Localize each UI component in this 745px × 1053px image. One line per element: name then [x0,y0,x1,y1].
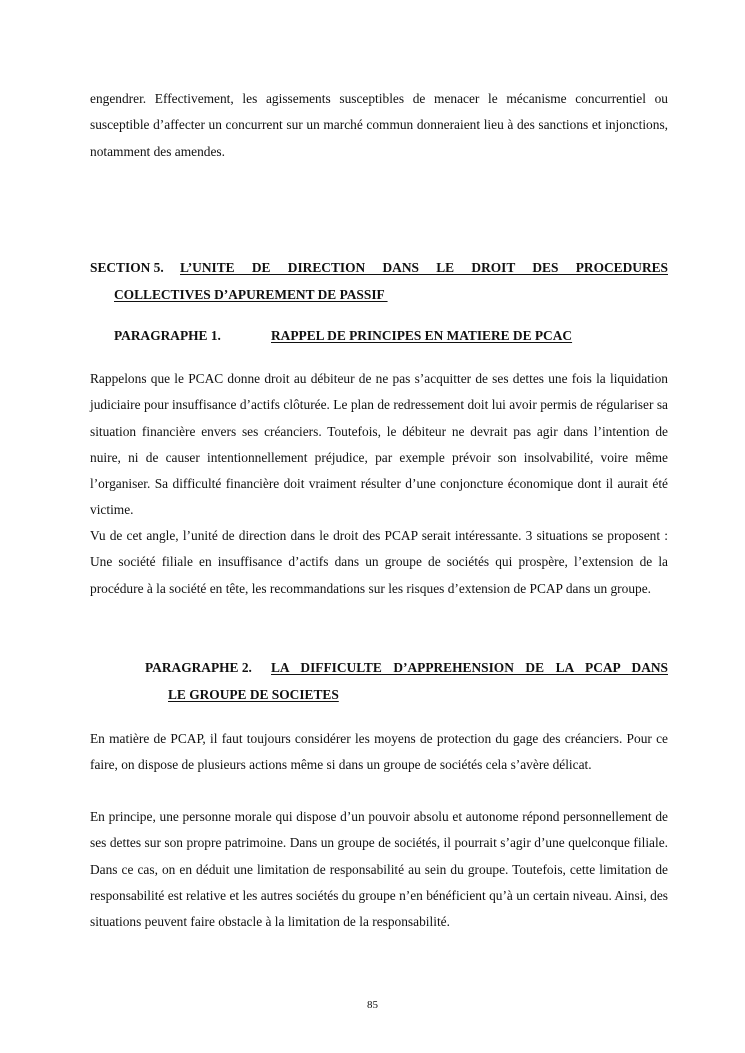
paragraphe-2-body-1: En matière de PCAP, il faut toujours considérer les moyens de protection du gage des créanciers. Pour ce faire, on dispose de plusieurs actions même si dans un groupe de sociétés cela s’avère délicat. [90,731,668,773]
paragraphe-1-body-2: Vu de cet angle, l’unité de direction dans le droit des PCAP serait intéressante. 3 situations se proposent : Une société filiale en insuffisance d’actifs dans un groupe de sociétés qui prospère, l’extension de la procédure à la société en tête, les recommandations sur les risques d’extension de PCAP dans un groupe. [90,528,668,596]
section-5-title-line2: COLLECTIVES D’APUREMENT DE PASSIF [114,287,388,302]
paragraphe-2-title-line1: LA DIFFICULTE D’APPREHENSION DE LA PCAP DANS [271,660,668,675]
section-5-number: SECTION 5. [90,260,164,275]
intro-paragraph: engendrer. Effectivement, les agissements susceptibles de menacer le mécanisme concurrentiel ou susceptible d’affecter un concurrent sur un marché commun donneraient lieu à des sanctions et injonctions, notamment des amendes. [90,91,668,159]
paragraphe-2-title-line2: LE GROUPE DE SOCIETES [168,687,339,702]
paragraphe-2-number: PARAGRAPHE 2. [145,660,252,675]
section-5-title-line1: L’UNITE DE DIRECTION DANS LE DROIT DES PROCEDURES [180,260,668,275]
paragraphe-1-body-1: Rappelons que le PCAC donne droit au débiteur de ne pas s’acquitter de ses dettes une fois la liquidation judiciaire pour insuffisance d’actifs clôturée. Le plan de redressement doit lui avoir permis de régulariser sa situation financière envers ses créanciers. Toutefois, le débiteur ne devrait pas agir dans l’intention de nuire, ni de causer intentionnellement préjudice, par exemple prévoir son insolvabilité, voire même l’organiser. Sa difficulté financière doit vraiment résulter d’une conjoncture économique dont il aurait été victime. [90,371,668,518]
paragraphe-1-number: PARAGRAPHE 1. [114,328,221,343]
section-5-heading [90,260,164,276]
page-number: 85 [367,999,378,1011]
paragraphe-1-title: RAPPEL DE PRINCIPES EN MATIERE DE PCAC [271,328,573,343]
paragraphe-2-body-2: En principe, une personne morale qui dispose d’un pouvoir absolu et autonome répond personnellement de ses dettes sur son propre patrimoine. Dans un groupe de sociétés, il pourrait s’agir d’une quelconque filiale. Dans ce cas, on en déduit une limitation de responsabilité au sein du groupe. Toutefois, cette limitation de responsabilité est relative et les autres sociétés du groupe n’en bénéficient qu’à un certain niveau. Ainsi, des situations peuvent faire obstacle à la limitation de la responsabilité. [90,809,668,930]
